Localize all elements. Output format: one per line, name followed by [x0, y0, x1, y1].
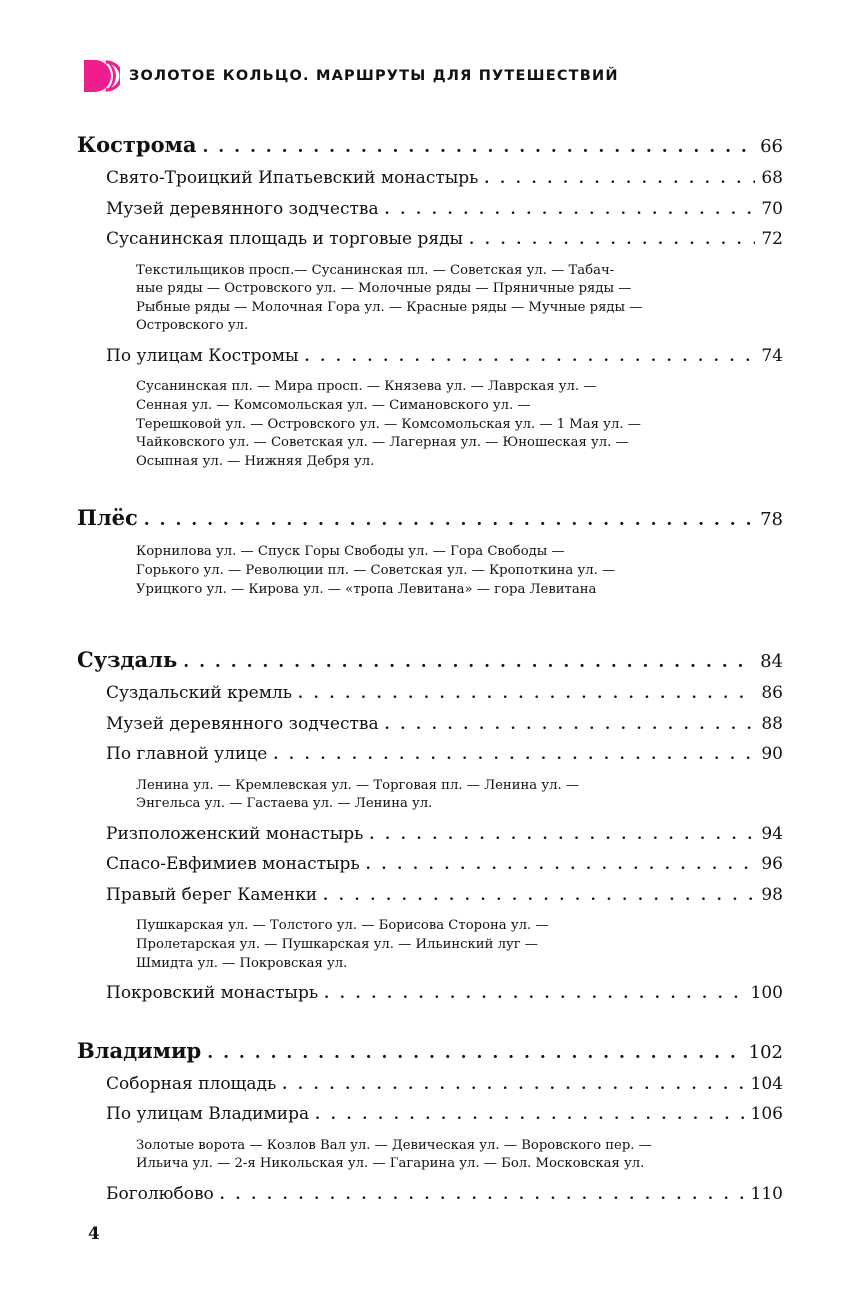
route-line: Чайковского ул. — Советская ул. — Лагерная ул. — Юношеская ул. —	[136, 435, 629, 451]
leader-dots	[469, 226, 755, 256]
route-description	[77, 917, 783, 973]
entry-title: Покровский монастырь	[106, 983, 319, 1004]
entry-title: Правый берег Каменки	[106, 884, 318, 905]
entry-title: Соборная площадь	[106, 1073, 277, 1094]
page-ref: 94	[761, 823, 783, 844]
leader-dots	[144, 503, 754, 537]
section-title: Суздаль	[77, 647, 178, 673]
toc-entry[interactable]	[77, 1100, 783, 1131]
route-line: Терешковой ул. — Островского ул. — Комсомольская ул. — 1 Мая ул. —	[136, 416, 641, 432]
route-line: Осыпная ул. — Нижняя Дебря ул.	[136, 453, 375, 469]
leader-dots	[202, 130, 754, 164]
leader-dots	[366, 851, 756, 881]
route-line: Островского ул.	[136, 318, 249, 334]
leader-dots	[298, 680, 755, 710]
page-ref: 84	[760, 651, 783, 673]
route-line: Корнилова ул. — Спуск Горы Свободы ул. — Гора Свободы —	[136, 544, 565, 560]
section-title: Кострома	[77, 132, 197, 157]
route-line: Сусанинская пл. — Мира просп. — Князева ул. — Лаврская ул. —	[136, 379, 597, 395]
leader-dots	[220, 1181, 745, 1211]
entry-title: Спасо-Евфимиев монастырь	[106, 854, 360, 875]
entry-title: По главной улице	[106, 744, 268, 765]
toc-entry[interactable]	[77, 164, 783, 195]
page-number: 4	[88, 1224, 100, 1244]
entry-title: По улицам Владимира	[106, 1104, 310, 1125]
leader-dots	[315, 1101, 744, 1131]
entry-title: Суздальский кремль	[106, 683, 292, 704]
section-suzdal	[77, 643, 783, 1009]
route-description	[77, 777, 783, 814]
section-vladimir	[77, 1034, 783, 1211]
leader-dots	[273, 741, 755, 771]
route-description	[77, 543, 783, 599]
route-description	[77, 378, 783, 471]
entry-title: Боголюбово	[106, 1183, 214, 1204]
route-line: Шмидта ул. — Покровская ул.	[136, 955, 348, 971]
leader-dots	[304, 343, 755, 373]
page-ref: 72	[761, 229, 783, 249]
page-ref: 106	[750, 1104, 783, 1125]
entry-title: Сусанинская площадь и торговые ряды	[106, 229, 464, 249]
toc-entry-kostroma[interactable]	[77, 128, 783, 164]
leader-dots	[282, 1071, 744, 1101]
leader-dots	[369, 821, 755, 851]
toc-entry[interactable]	[77, 710, 783, 741]
page-ref: 104	[750, 1073, 783, 1094]
entry-title: По улицам Костромы	[106, 345, 299, 366]
page-ref: 68	[761, 168, 783, 188]
page-ref: 78	[760, 509, 783, 531]
page-ref: 70	[761, 198, 783, 219]
page-ref: 74	[761, 345, 783, 366]
route-line: Урицкого ул. — Кирова ул. — «тропа Левитана» — гора Левитана	[136, 581, 597, 597]
entry-title: Свято-Троицкий Ипатьевский монастырь	[106, 168, 479, 188]
page-ref: 100	[750, 983, 783, 1004]
entry-title: Ризположенский монастырь	[106, 823, 364, 844]
leader-dots	[183, 645, 754, 679]
header-title: ЗОЛОТОЕ КОЛЬЦО. МАРШРУТЫ ДЛЯ ПУТЕШЕСТВИЙ	[129, 68, 619, 84]
double-d-logo-icon	[84, 60, 120, 92]
page-ref: 66	[760, 136, 783, 157]
toc-entry[interactable]	[77, 850, 783, 881]
route-line: Ленина ул. — Кремлевская ул. — Торговая пл. — Ленина ул. —	[136, 777, 580, 793]
section-title: Владимир	[77, 1037, 202, 1063]
entry-title: Музей деревянного зодчества	[106, 713, 379, 734]
leader-dots	[385, 196, 756, 226]
toc-entry[interactable]	[77, 1180, 783, 1211]
section-ples	[77, 501, 783, 599]
toc-entry[interactable]	[77, 881, 783, 912]
section-kostroma	[77, 128, 783, 471]
route-description	[77, 1137, 783, 1174]
leader-dots	[323, 882, 755, 912]
leader-dots	[324, 980, 744, 1010]
page-ref: 102	[748, 1041, 783, 1063]
route-line: Пролетарская ул. — Пушкарская ул. — Ильинский луг —	[136, 936, 538, 952]
toc-entry-suzdal[interactable]	[77, 643, 783, 679]
toc-entry[interactable]	[77, 225, 783, 256]
route-description	[77, 262, 783, 336]
route-line: Текстильщиков просп.— Сусанинская пл. — Советская ул. — Табач-	[136, 262, 615, 278]
toc-entry[interactable]	[77, 979, 783, 1010]
route-line: ные ряды — Островского ул. — Молочные ряды — Пряничные ряды —	[136, 281, 632, 297]
toc-entry[interactable]	[77, 740, 783, 771]
route-line: Рыбные ряды — Молочная Гора ул. — Красные ряды — Мучные ряды —	[136, 299, 643, 315]
toc-entry[interactable]	[77, 1070, 783, 1101]
page-ref: 98	[761, 884, 783, 905]
page-ref: 110	[750, 1183, 783, 1204]
page-ref: 90	[761, 744, 783, 765]
leader-dots	[484, 165, 755, 195]
toc-entry-ples[interactable]	[77, 501, 783, 537]
route-line: Ильича ул. — 2-я Никольская ул. — Гагарина ул. — Бол. Московская ул.	[136, 1156, 645, 1172]
route-line: Золотые ворота — Козлов Вал ул. — Девическая ул. — Воровского пер. —	[136, 1137, 652, 1153]
running-header	[84, 58, 619, 94]
toc-entry-vladimir[interactable]	[77, 1034, 783, 1070]
toc-entry[interactable]	[77, 195, 783, 226]
page-ref: 88	[761, 713, 783, 734]
route-line: Сенная ул. — Комсомольская ул. — Симановского ул. —	[136, 397, 531, 413]
toc-entry[interactable]	[77, 820, 783, 851]
page-ref: 86	[761, 683, 783, 704]
page-ref: 96	[761, 854, 783, 875]
leader-dots	[207, 1036, 742, 1070]
toc-entry[interactable]	[77, 342, 783, 373]
table-of-contents	[77, 128, 783, 1210]
section-title: Плёс	[77, 505, 138, 531]
route-line: Пушкарская ул. — Толстого ул. — Борисова Сторона ул. —	[136, 918, 549, 934]
entry-title: Музей деревянного зодчества	[106, 198, 379, 219]
route-line: Энгельса ул. — Гастаева ул. — Ленина ул.	[136, 796, 433, 812]
toc-entry[interactable]	[77, 679, 783, 710]
leader-dots	[385, 711, 756, 741]
route-line: Горького ул. — Революции пл. — Советская ул. — Кропоткина ул. —	[136, 562, 616, 578]
